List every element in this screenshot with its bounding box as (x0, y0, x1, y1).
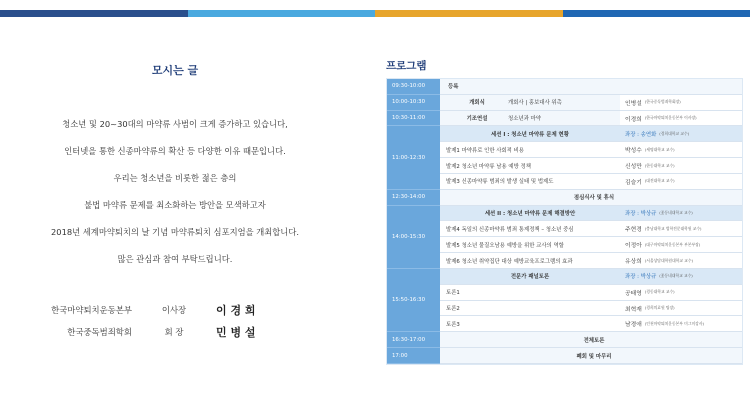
talk-item (440, 316, 620, 332)
time-cell: 15:50-16:30 (387, 269, 440, 332)
signer-org: 한국중독범죄학회 (67, 327, 132, 337)
time-cell: 14:00-15:30 (387, 206, 440, 269)
time-cell: 12:30-14:00 (387, 190, 440, 206)
presenter-affiliation: (한국마약퇴치운동본부 이사장) (644, 115, 697, 121)
program-item (440, 111, 620, 127)
presenter-name: 박성수 (625, 148, 642, 155)
chair-affiliation: (경희대학교 교수) (659, 130, 690, 136)
signer-name: 민 병 설 (216, 326, 256, 339)
invitation-line: 청소년 및 20~30대의 마약류 사범이 크게 증가하고 있습니다, (62, 119, 288, 129)
presenter (620, 221, 742, 237)
presenter-affiliation: (충남대학교 법학전문대학원 교수) (644, 225, 702, 231)
chair-affiliation: (꽃동네대학교 교수) (659, 273, 693, 279)
session-chair (620, 269, 742, 285)
item-content: 청소년과 마약 (508, 116, 541, 123)
session-chair (620, 206, 742, 222)
talk-title: 청소년 취약집단 대상 예방교육프로그램의 효과 (461, 258, 573, 265)
program-item: 전체토론 (440, 332, 742, 348)
session-header: 전문가 패널토론 (440, 269, 620, 285)
chair-name: 좌장 : 송연화 (625, 131, 657, 138)
invitation-line: 2018년 세계마약퇴치의 날 기념 마약류퇴치 심포지엄을 개최합니다. (51, 227, 299, 237)
invitation-line: 많은 관심과 참여 부탁드립니다. (117, 254, 233, 264)
presenter-name: 최혁재 (625, 306, 642, 313)
color-band-segment (188, 10, 376, 17)
presenter (620, 174, 742, 190)
presenter-affiliation: (경동대학교 교수) (644, 289, 675, 295)
program-item: 폐회 및 마무리 (440, 348, 742, 364)
presenter-name: 주현경 (625, 227, 642, 234)
color-band (0, 10, 750, 17)
presenter (620, 95, 742, 111)
time-cell: 11:00-12:30 (387, 126, 440, 189)
signer-org: 한국마약퇴치운동본부 (51, 305, 132, 315)
invitation-line: 인터넷을 통한 신종마약류의 확산 등 다양한 이유 때문입니다. (64, 146, 286, 156)
presenter (620, 301, 742, 317)
talk-title: 청소년 마약류 남용 예방 정책 (461, 163, 531, 170)
talk-label: 발제1 (446, 147, 460, 154)
item-label: 기조연설 (466, 116, 488, 123)
presenter (620, 111, 742, 127)
talk-item (440, 301, 620, 317)
signer-role: 이사장 (161, 305, 187, 315)
chair-name: 좌장 : 박상규 (625, 211, 657, 218)
talk-item (440, 158, 620, 174)
talk-item (440, 237, 620, 253)
program-item: 등록 (440, 79, 742, 95)
talk-title: 독일의 신종마약류 범죄 통제정책 – 청소년 중심 (461, 226, 574, 233)
talk-title: 마약류로 인한 사회적 비용 (461, 147, 524, 154)
time-cell: 16:30-17:00 (387, 332, 440, 348)
talk-label: 발제3 (446, 179, 460, 186)
chair-name: 좌장 : 박상규 (625, 274, 657, 281)
presenter-name: 신성만 (625, 164, 642, 171)
talk-label: 발제6 (446, 258, 460, 265)
talk-label: 발제4 (446, 226, 460, 233)
talk-item (440, 221, 620, 237)
invitation (0, 62, 350, 343)
presenter-affiliation: (세명대학교 교수) (644, 146, 675, 152)
presenter-name: 인병설 (625, 100, 642, 107)
presenter-affiliation: (서울상담대학원대학교 교수) (644, 257, 693, 263)
signer-row (0, 321, 350, 343)
session-chair (620, 126, 742, 142)
program-item (440, 95, 620, 111)
talk-label: 토론2 (446, 306, 460, 313)
presenter-name: 이경희 (625, 116, 642, 123)
item-label: 개회식 (469, 100, 485, 107)
presenter (620, 285, 742, 301)
presenter-affiliation: (대구마약퇴치운동본부 부본부장) (644, 241, 701, 247)
color-band-segment (563, 10, 750, 17)
time-cell: 09:30-10:00 (387, 79, 440, 95)
talk-label: 토론1 (446, 290, 460, 297)
time-cell: 10:00-10:30 (387, 95, 440, 111)
presenter-name: 공태영 (625, 290, 642, 297)
presenter-affiliation: (대전대학교 교수) (644, 178, 675, 184)
invitation-line: 우리는 청소년을 비롯한 젊은 층의 (113, 173, 237, 183)
talk-item (440, 253, 620, 269)
signer-role: 회 장 (164, 327, 184, 337)
time-cell: 10:30-11:00 (387, 111, 440, 127)
color-band-segment (0, 10, 188, 17)
presenter-affiliation: (한동대학교 교수) (644, 162, 675, 168)
program-title: 프로그램 (386, 60, 427, 72)
signer-row (0, 299, 350, 321)
talk-item (440, 142, 620, 158)
presenter-name: 이정아 (625, 243, 642, 250)
color-band-segment (375, 10, 563, 17)
talk-label: 토론3 (446, 321, 460, 328)
program-item: 점심식사 및 휴식 (440, 190, 742, 206)
presenter-name: 김슬기 (625, 179, 642, 186)
presenter (620, 316, 742, 332)
signer-name: 이 경 희 (216, 304, 256, 317)
presenter-name: 유상희 (625, 259, 642, 266)
presenter (620, 237, 742, 253)
time-cell: 17:00 (387, 348, 440, 364)
session-header: 세션 I : 청소년 마약류 문제 현황 (440, 126, 620, 142)
presenter-affiliation: (인천마약퇴치운동본부 미그미강사) (644, 320, 704, 326)
presenter-affiliation: (경희의료원 팀장) (644, 305, 675, 311)
presenter (620, 253, 742, 269)
talk-title: 청소년 물질오남용 예방을 위한 교사의 역할 (461, 242, 564, 249)
presenter (620, 158, 742, 174)
talk-item (440, 285, 620, 301)
talk-item (440, 174, 620, 190)
presenter-name: 남경애 (625, 322, 642, 329)
talk-label: 발제5 (446, 242, 460, 249)
invitation-title: 모시는 글 (151, 64, 199, 77)
presenter (620, 142, 742, 158)
session-header: 세션 II : 청소년 마약류 문제 해결방안 (440, 206, 620, 222)
talk-label: 발제2 (446, 163, 460, 170)
item-content: 개회사 | 홍보대사 위촉 (508, 100, 562, 107)
signers (0, 299, 350, 343)
talk-title: 신종마약류 범죄의 발생 실태 및 법제도 (461, 179, 554, 186)
invitation-line: 불법 마약류 문제를 최소화하는 방안을 모색하고자 (84, 200, 266, 210)
chair-affiliation: (꽃동네대학교 교수) (659, 210, 693, 216)
presenter-affiliation: (한국중독범죄학회장) (644, 99, 681, 105)
program-table (386, 78, 743, 365)
